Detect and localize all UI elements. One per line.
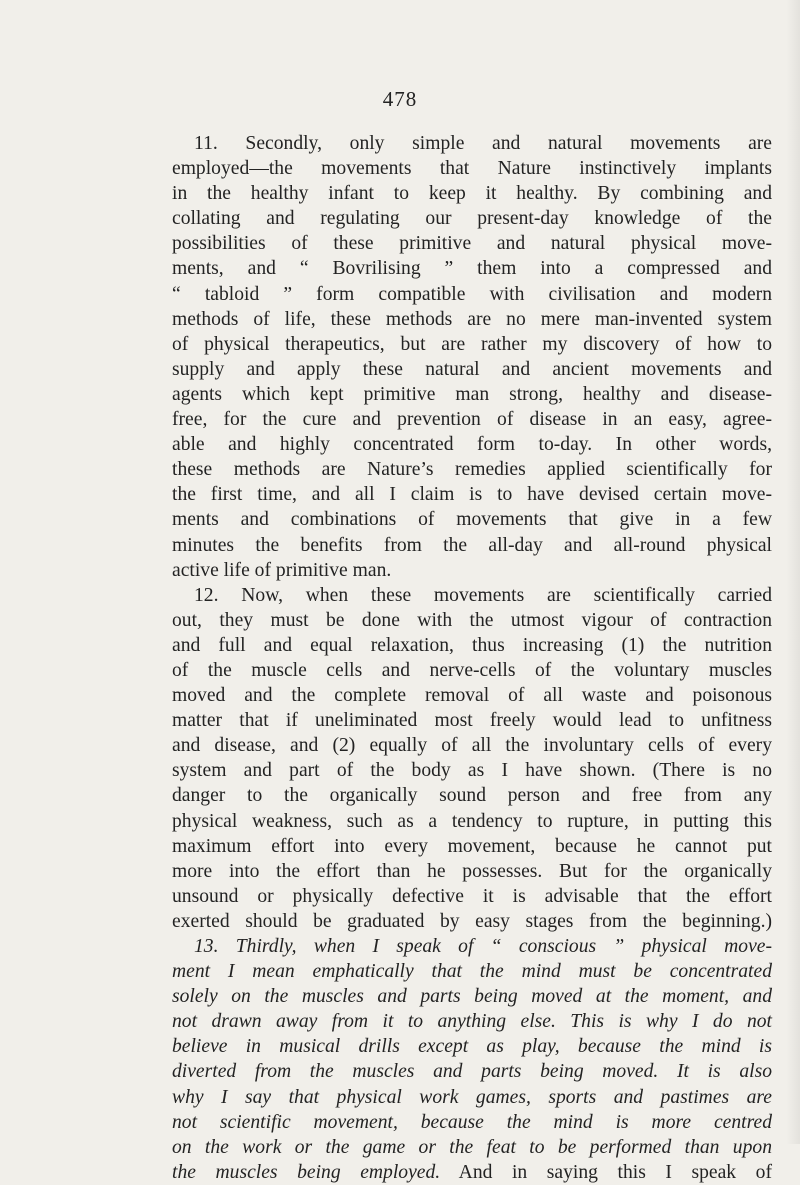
text-line: danger to the organically sound person and free from any [172,785,772,807]
text-line: more into the effort than he possesses. But for the organically [172,860,772,882]
text-line: minutes the benefits from the all-day and all-round physical [172,534,772,556]
text-line: methods of life, these methods are no mere man-invented system [172,308,772,330]
text-line: solely on the muscles and parts being moved at the moment, and [172,986,772,1008]
text-line: physical weakness, such as a tendency to rupture, in putting this [172,810,772,832]
text-line: moved and the complete removal of all waste and poisonous [172,685,772,707]
text-line: not scientific movement, because the mind is more centred [172,1111,772,1133]
text-line: matter that if uneliminated most freely would lead to unfitness [172,710,772,732]
text-line: believe in musical drills except as play, because the mind is [172,1036,772,1058]
text-line: ments and combinations of movements that give in a few [172,509,772,531]
text-line: 13. Thirdly, when I speak of “ conscious ” physical move- [194,936,772,957]
roman-span: And in saying this I speak of [440,1161,772,1183]
text-line: agents which kept primitive man strong, healthy and disease- [172,383,772,405]
text-line: ment I mean emphatically that the mind must be concentrated [172,961,772,983]
text-line: employed—the movements that Nature instinctively implants [172,158,772,180]
text-line: diverted from the muscles and parts being moved. It is also [172,1061,772,1083]
text-line: in the healthy infant to keep it healthy. By combining and [172,183,772,205]
text-line: active life of primitive man. [172,559,392,581]
page-number: 478 [382,87,418,111]
text-line: ments, and “ Bovrilising ” them into a compressed and [172,258,772,280]
text-line: out, they must be done with the utmost vigour of contraction [172,609,772,631]
text-line: 12. Now, when these movements are scientifically carried [194,584,772,606]
italic-span: the muscles being employed. [172,1161,441,1183]
text-line: why I say that physical work games, sports and pastimes are [172,1086,772,1108]
text-line: the first time, and all I claim is to have devised certain move- [172,484,772,506]
text-line: supply and apply these natural and ancient movements and [172,358,772,380]
text-line: able and highly concentrated form to-day. In other words, [172,434,772,456]
text-line: “ tabloid ” form compatible with civilisation and modern [172,283,772,305]
text-line: free, for the cure and prevention of disease in an easy, agree- [172,409,772,431]
text-line: not drawn away from it to anything else. This is why I do not [172,1011,772,1033]
text-line: unsound or physically defective it is advisable that the effort [172,885,772,907]
text-line: of the muscle cells and nerve-cells of the voluntary muscles [172,659,772,681]
text-line-final [172,1160,772,1185]
text-line: possibilities of these primitive and natural physical move- [172,233,772,255]
text-line: and disease, and (2) equally of all the involuntary cells of every [172,735,772,757]
page-edge-shadow [786,0,800,1144]
text-line: exerted should be graduated by easy stages from the beginning.) [172,910,772,932]
text-line: and full and equal relaxation, thus increasing (1) the nutrition [172,634,772,656]
text-line: on the work or the game or the feat to be performed than upon [172,1136,772,1158]
text-line: collating and regulating our present-day knowledge of the [172,208,772,230]
text-line: maximum effort into every movement, because he cannot put [172,835,772,857]
text-line: 11. Secondly, only simple and natural movements are [194,133,772,154]
body-text [172,131,772,1185]
text-line: these methods are Nature’s remedies applied scientifically for [172,459,772,481]
text-line: system and part of the body as I have shown. (There is no [172,760,772,782]
text-line: of physical therapeutics, but are rather my discovery of how to [172,333,772,355]
